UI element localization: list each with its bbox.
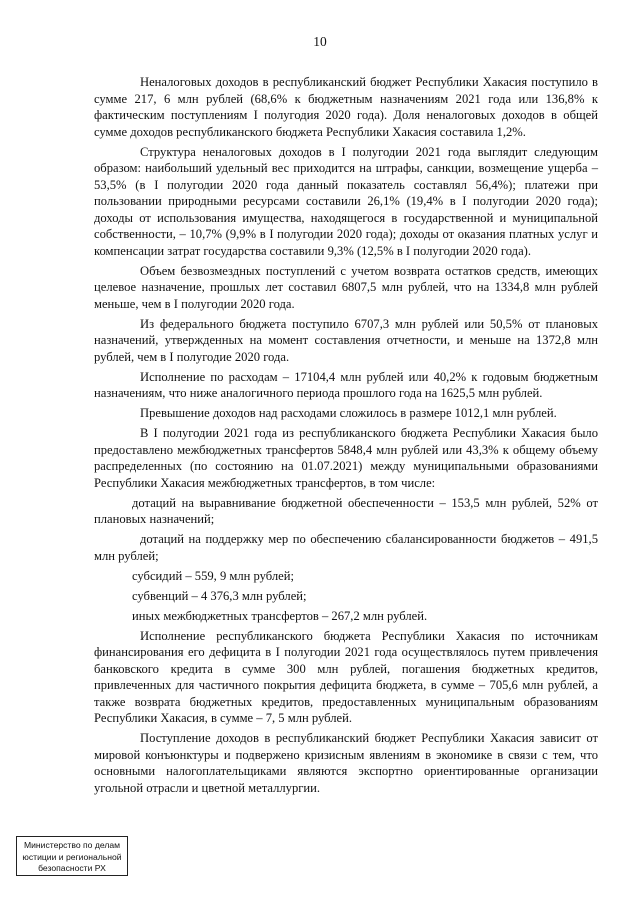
body-paragraph: Из федерального бюджета поступило 6707,3 млн рублей или 50,5% от плановых назначений, утвержденных на момент составления отчетности, и меньше на 1372,8 млн рублей, чем в I полугодие 2020 года. bbox=[94, 316, 598, 364]
body-paragraph: В I полугодии 2021 года из республиканского бюджета Республики Хакасия было предоставлено межбюджетных трансфертов 5848,4 млн рублей или 43,3% к общему объему распределенных (по состоянию на 01.07.2021) между муниципальными образованиями Республики Хакасия межбюджетных трансфертов, в том числе: bbox=[94, 426, 598, 490]
body-paragraph: Превышение доходов над расходами сложилось в размере 1012,1 млн рублей. bbox=[140, 406, 557, 420]
stamp-line: безопасности РХ bbox=[38, 863, 106, 873]
stamp-line: юстиции и региональной bbox=[22, 851, 122, 862]
body-paragraph: Поступление доходов в республиканский бюджет Республики Хакасия зависит от мировой конъюнктуры и подвержено кризисным явлениям в экономике в связи с тем, что основными налогоплательщиками являются экспортно ориентированные организации угольной отрасли и цветной металлургии. bbox=[94, 731, 598, 795]
list-item: субсидий – 559, 9 млн рублей; bbox=[132, 568, 295, 583]
stamp-line: Министерство по делам bbox=[23, 840, 121, 850]
body-paragraph: Исполнение по расходам – 17104,4 млн рублей или 40,2% к годовым бюджетным назначениям, что ниже аналогичного периода прошлого года на 1625,5 млн рублей. bbox=[94, 369, 598, 400]
list-item: дотаций на поддержку мер по обеспечению сбалансированности бюджетов – 491,5 млн рублей; bbox=[94, 532, 598, 563]
body-paragraph: Неналоговых доходов в республиканский бюджет Республики Хакасия поступило в сумме 217, 6 млн рублей (68,6% к бюджетным назначениям 2021 года или 136,8% к фактическим поступлениям I полугодия 2020 года). Доля неналоговых доходов в общей сумме доходов республиканского бюджета Республики Хакасия составила 1,2%. bbox=[94, 75, 598, 139]
list-item: субвенций – 4 376,3 млн рублей; bbox=[132, 588, 307, 603]
body-paragraph: Исполнение республиканского бюджета Республики Хакасия по источникам финансирования его дефицита в I полугодии 2021 года осуществлялось путем привлечения банковского кредита в сумме 300 млн рублей, погашения бюджетных кредитов, привлеченных для частичного покрытия дефицита бюджета, в сумме – 705,6 млн рублей, а также возврата бюджетных кредитов, предоставленных муниципальным образованиям Республики Хакасия, в сумме – 7, 5 млн рублей. bbox=[94, 628, 598, 725]
list-item: дотаций на выравнивание бюджетной обеспеченности – 153,5 млн рублей, 52% от плановых назначений; bbox=[94, 495, 598, 526]
document-body bbox=[94, 74, 598, 796]
list-item: иных межбюджетных трансфертов – 267,2 млн рублей. bbox=[132, 608, 428, 623]
page-number: 10 bbox=[313, 34, 327, 49]
body-paragraph: Объем безвозмездных поступлений с учетом возврата остатков средств, имеющих целевое назначение, прошлых лет составил 6807,5 млн рублей, что на 1334,8 млн рублей меньше, чем в I полугодии 2020 года. bbox=[94, 263, 598, 311]
body-paragraph: Структура неналоговых доходов в I полугодии 2021 года выглядит следующим образом: наибольший удельный вес приходится на штрафы, санкции, возмещение ущерба – 53,5% (в I полугодии 2020 года данный показатель составлял 56,4%); платежи при пользовании природными ресурсами составили 26,1% (19,4% в I полугодии 2020 года); доходы от использования имущества, находящегося в государственной и муниципальной собственности, – 10,7% (9,9% в I полугодии 2020 года); доходы от оказания платных услуг и компенсации затрат государства составили 9,3% (12,5% в I полугодии 2020 года). bbox=[94, 144, 598, 258]
ministry-stamp bbox=[16, 836, 128, 876]
